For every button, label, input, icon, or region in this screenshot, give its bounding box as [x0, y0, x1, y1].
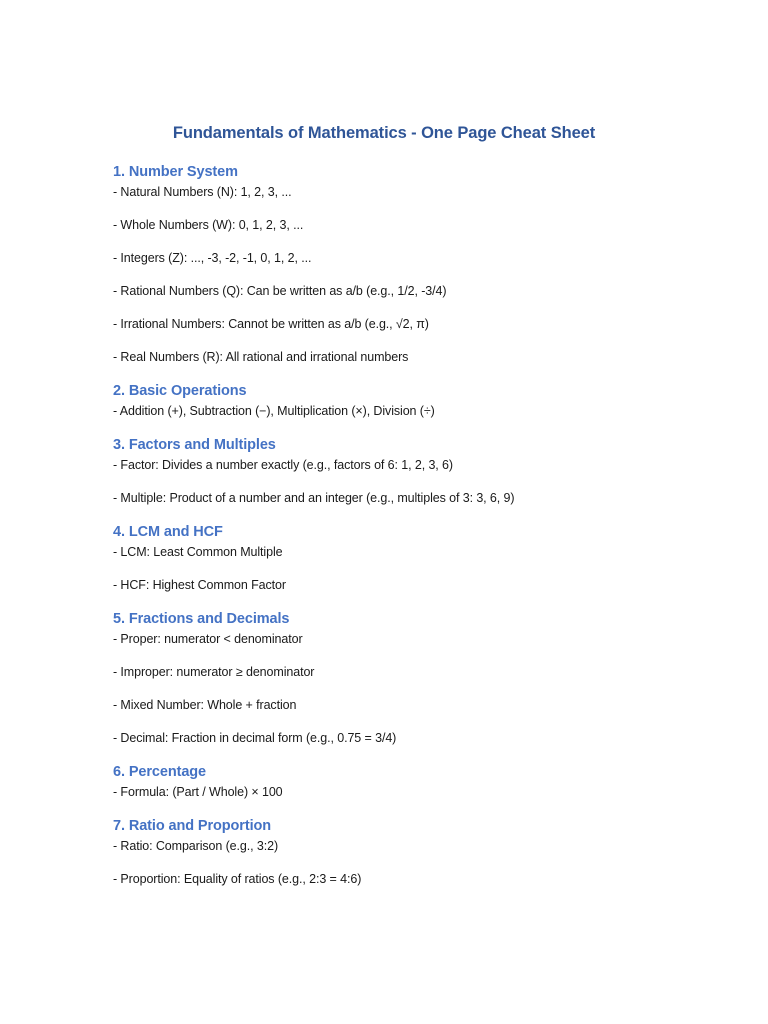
section-basic-operations	[113, 381, 733, 419]
list-item: - Proportion: Equality of ratios (e.g., 2:3 = 4:6)	[113, 872, 362, 886]
list-item: - Proper: numerator < denominator	[113, 632, 303, 646]
list-item: - Improper: numerator ≥ denominator	[113, 665, 315, 679]
section-heading: 3. Factors and Multiples	[113, 437, 276, 453]
section-fractions-decimals	[113, 609, 733, 746]
list-item: - Addition (+), Subtraction (−), Multiplication (×), Division (÷)	[113, 404, 435, 418]
list-item: - LCM: Least Common Multiple	[113, 545, 283, 559]
list-item: - Ratio: Comparison (e.g., 3:2)	[113, 839, 279, 853]
list-item: - Factor: Divides a number exactly (e.g., factors of 6: 1, 2, 3, 6)	[113, 458, 453, 472]
list-item: - Irrational Numbers: Cannot be written as a/b (e.g., √2, π)	[113, 317, 429, 331]
list-item: - Whole Numbers (W): 0, 1, 2, 3, ...	[113, 218, 304, 232]
section-heading: 1. Number System	[113, 164, 238, 180]
list-item: - Formula: (Part / Whole) × 100	[113, 785, 283, 799]
section-heading: 4. LCM and HCF	[113, 524, 223, 540]
list-item: - Mixed Number: Whole + fraction	[113, 698, 297, 712]
section-number-system	[113, 162, 733, 365]
section-heading: 5. Fractions and Decimals	[113, 611, 290, 627]
list-item: - Multiple: Product of a number and an integer (e.g., multiples of 3: 3, 6, 9)	[113, 491, 515, 505]
section-factors-multiples	[113, 435, 733, 506]
list-item: - Decimal: Fraction in decimal form (e.g., 0.75 = 3/4)	[113, 731, 397, 745]
section-heading: 2. Basic Operations	[113, 383, 247, 399]
list-item: - Natural Numbers (N): 1, 2, 3, ...	[113, 185, 292, 199]
list-item: - HCF: Highest Common Factor	[113, 578, 286, 592]
section-ratio-proportion	[113, 816, 733, 887]
section-heading: 6. Percentage	[113, 764, 206, 780]
list-item: - Real Numbers (R): All rational and irrational numbers	[113, 350, 409, 364]
section-lcm-hcf	[113, 522, 733, 593]
cheat-sheet-body	[113, 162, 733, 903]
page-title: Fundamentals of Mathematics - One Page Cheat Sheet	[172, 124, 596, 142]
section-percentage	[113, 762, 733, 800]
list-item: - Rational Numbers (Q): Can be written as a/b (e.g., 1/2, -3/4)	[113, 284, 447, 298]
list-item: - Integers (Z): ..., -3, -2, -1, 0, 1, 2, ...	[113, 251, 312, 265]
section-heading: 7. Ratio and Proportion	[113, 818, 272, 834]
